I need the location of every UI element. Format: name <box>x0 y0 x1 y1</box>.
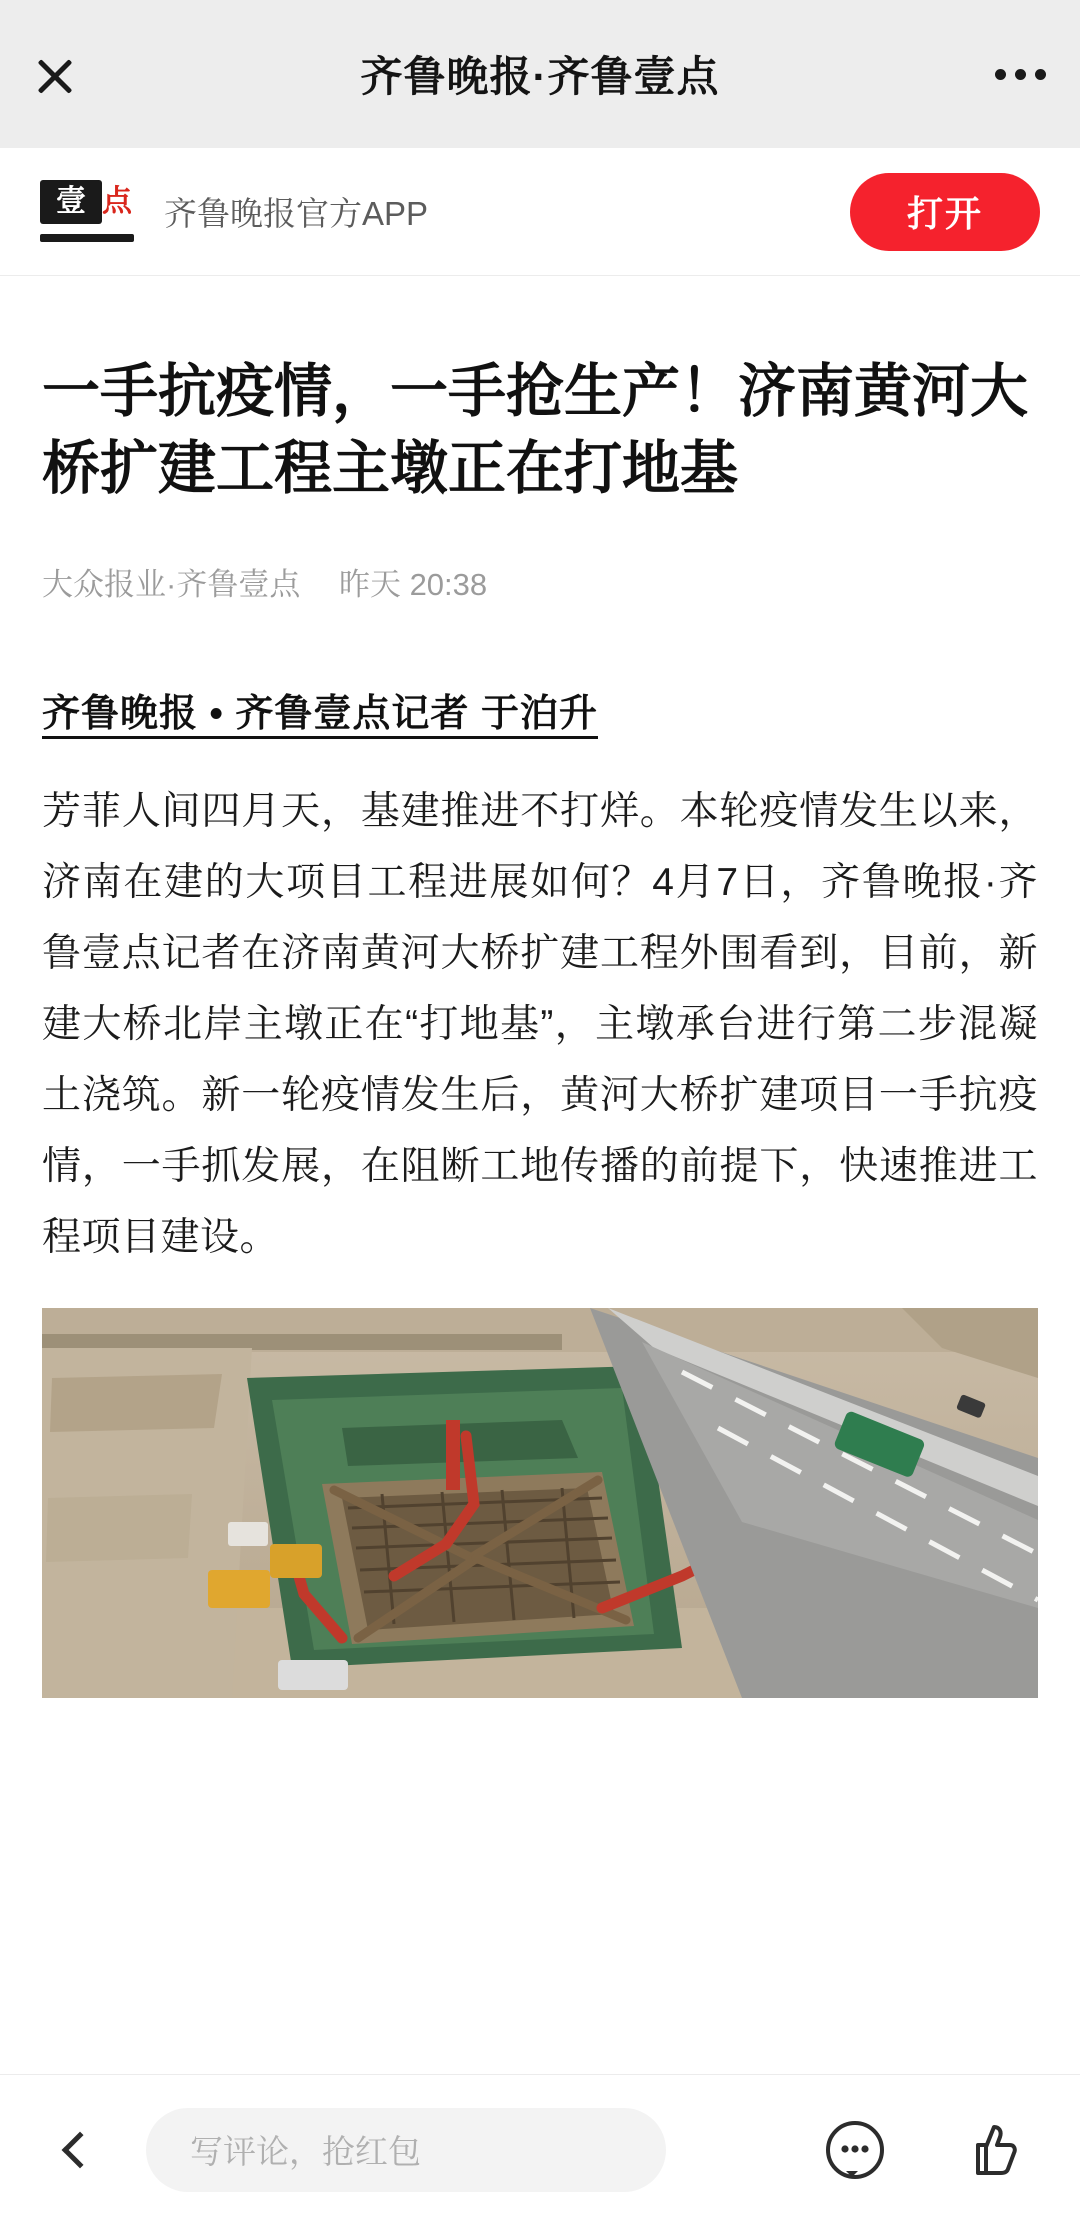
like-button[interactable] <box>958 2119 1020 2181</box>
article-content <box>0 276 1080 2074</box>
back-button[interactable] <box>44 2114 116 2186</box>
app-promo-bar <box>0 148 1080 276</box>
article-paragraph: 芳菲人间四月天，基建推进不打烊。本轮疫情发生以来，济南在建的大项目工程进展如何？4月7日，齐鲁晚报·齐鲁壹点记者在济南黄河大桥扩建工程外围看到，目前，新建大桥北岸主墩正在“打地基”，主墩承台进行第二步混凝土浇筑。新一轮疫情发生后，黄河大桥扩建项目一手抗疫情，一手抓发展，在阻断工地传播的前提下，快速推进工程项目建设。 <box>42 790 1038 1259</box>
close-icon <box>33 52 77 96</box>
app-logo-accent-char: 点 <box>102 184 132 218</box>
bottom-icon-group <box>824 2119 1036 2181</box>
article-source: 大众报业·齐鲁壹点 <box>42 567 301 603</box>
comment-button[interactable] <box>824 2119 886 2181</box>
article-headline: 一手抗疫情，一手抢生产！济南黄河大桥扩建工程主墩正在打地基 <box>42 359 1029 501</box>
app-logo-underline <box>40 234 134 242</box>
article-timestamp: 昨天 20:38 <box>338 567 488 603</box>
more-dots-icon <box>1035 69 1046 80</box>
page-title: 齐鲁晚报·齐鲁壹点 <box>360 53 720 100</box>
top-bar <box>0 0 1080 148</box>
bottom-action-bar <box>0 2074 1080 2224</box>
chevron-left-icon <box>62 2131 99 2168</box>
article-meta <box>42 559 1038 604</box>
app-name-label: 齐鲁晚报官方APP <box>164 195 429 232</box>
comment-input[interactable] <box>146 2108 666 2192</box>
close-button[interactable] <box>0 0 110 148</box>
app-logo-main-char: 壹 <box>40 180 102 224</box>
article-photo <box>42 1308 1038 1698</box>
article-byline: 齐鲁晚报 • 齐鲁壹点记者 于泊升 <box>42 693 598 736</box>
comment-placeholder: 写评论，抢红包 <box>190 2133 421 2170</box>
more-dots-icon <box>995 69 1006 80</box>
open-app-button[interactable]: 打开 <box>850 173 1040 251</box>
thumbs-up-icon <box>958 2119 1020 2181</box>
more-dots-icon <box>1015 69 1026 80</box>
more-options-button[interactable] <box>960 0 1080 148</box>
article-photo-image <box>42 1308 1038 1698</box>
app-logo-icon <box>40 176 136 248</box>
comment-bubble-icon <box>824 2119 886 2181</box>
